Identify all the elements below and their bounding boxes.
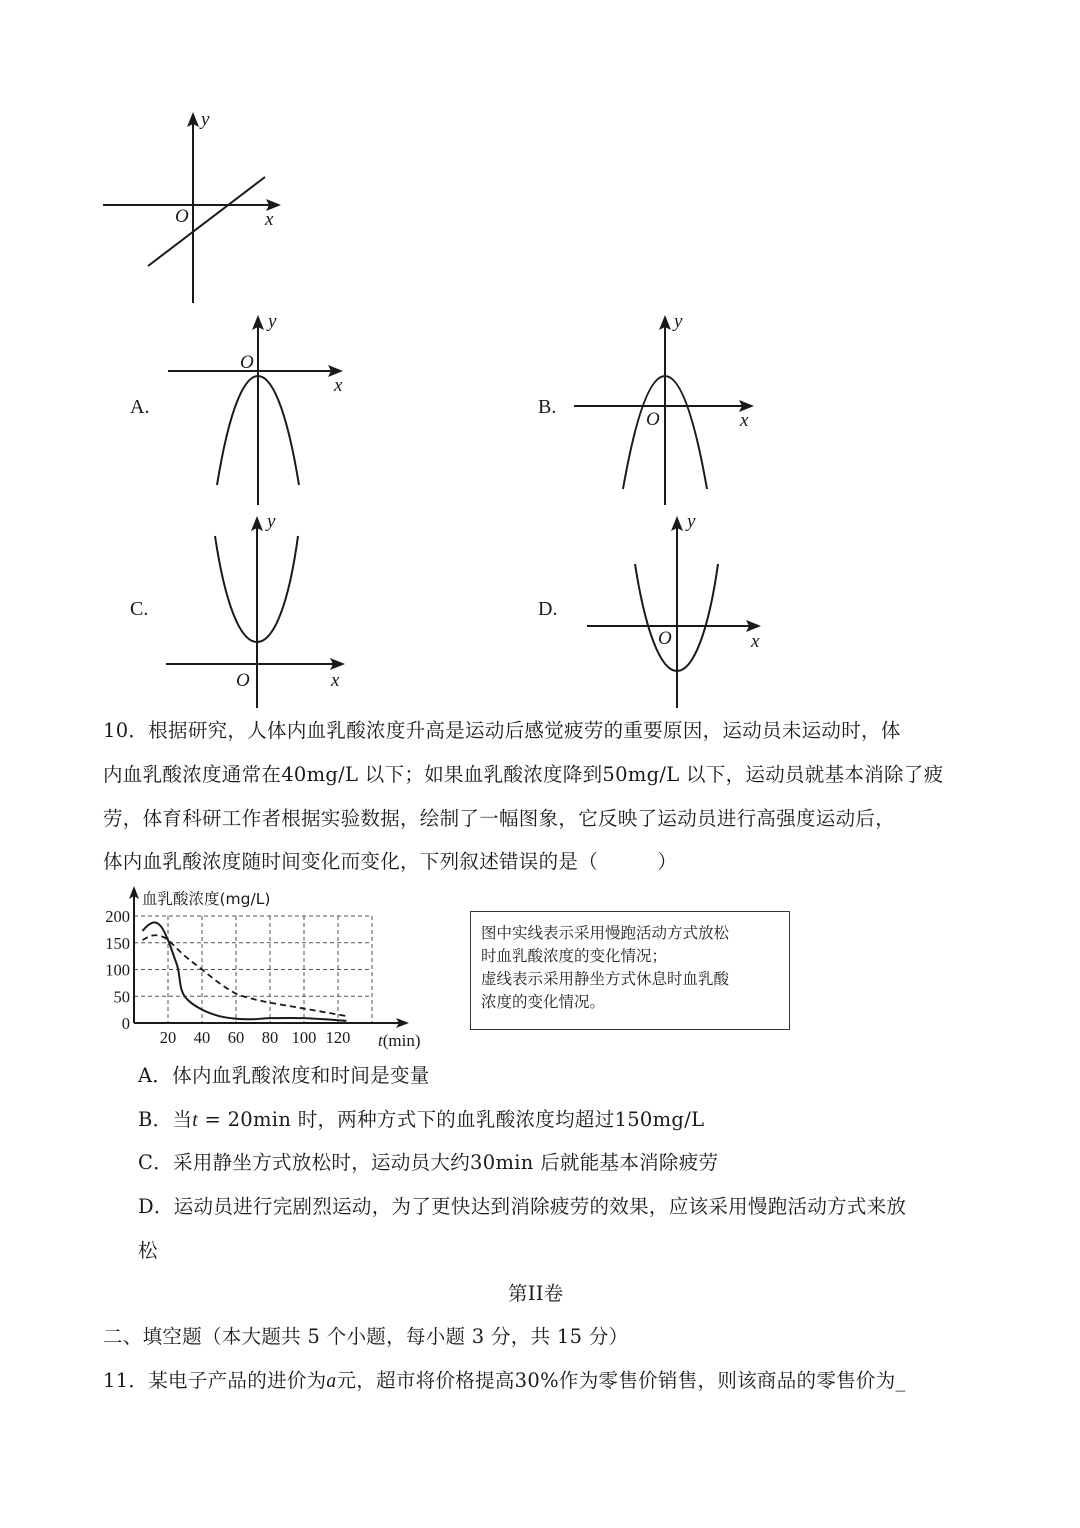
svg-text:20: 20	[159, 1028, 177, 1047]
q10-option-c[interactable]	[138, 1153, 718, 1173]
x-axis-label: x	[331, 670, 340, 691]
chart-y-tick-labels	[105, 907, 130, 1033]
legend-line-1: 图中实线表示采用慢跑活动方式放松	[481, 924, 730, 942]
time-variable: t	[192, 1110, 198, 1131]
option-text-post: = 20min 时，两种方式下的血乳酸浓度均超过150mg/L	[197, 1108, 705, 1131]
q10-option-b[interactable]	[138, 1110, 704, 1131]
option-label: D．	[138, 1195, 174, 1218]
svg-text:50: 50	[113, 987, 130, 1007]
svg-text:120: 120	[325, 1028, 351, 1047]
svg-text:100: 100	[291, 1028, 317, 1047]
option-text-pre: 当	[172, 1108, 193, 1131]
y-axis-label: y	[268, 311, 277, 332]
y-axis-label: y	[267, 511, 276, 532]
x-axis-label: x	[265, 209, 274, 230]
option-text: 采用静坐方式放松时，运动员大约30min 后就能基本消除疲劳	[173, 1151, 719, 1174]
svg-text:40: 40	[193, 1028, 211, 1047]
q11-stem	[103, 1371, 906, 1392]
q10-stem-line-3: 劳，体育科研工作者根据实验数据，绘制了一幅图象，它反映了运动员进行高强度运动后，	[103, 807, 896, 830]
origin-label: O	[175, 206, 189, 227]
q10-stem-line-4: 体内血乳酸浓度随时间变化而变化，下列叙述错误的是（ ）	[103, 850, 678, 873]
svg-text:0: 0	[121, 1014, 130, 1033]
svg-text:100: 100	[105, 960, 130, 980]
lactic-acid-chart	[95, 880, 445, 1055]
svg-text:150: 150	[105, 933, 130, 953]
q9-line-graph	[95, 105, 295, 310]
fill-in-section-heading: 二、填空题（本大题共 5 个小题，每小题 3 分，共 15 分）	[103, 1325, 629, 1348]
chart-y-axis-title: 血乳酸浓度(mg/L)	[142, 890, 271, 908]
svg-text:200: 200	[105, 907, 130, 926]
origin-label: O	[240, 352, 254, 373]
chart-grid	[134, 916, 372, 1023]
option-text: 运动员进行完剧烈运动，为了更快达到消除疲劳的效果，应该采用慢跑活动方式来放	[173, 1195, 907, 1218]
legend-line-2: 时血乳酸浓度的变化情况；	[481, 947, 668, 965]
option-text: 体内血乳酸浓度和时间是变量	[172, 1064, 430, 1087]
q10-stem-line-1: 10．根据研究，人体内血乳酸浓度升高是运动后感觉疲劳的重要原因，运动员未运动时，体	[103, 719, 901, 742]
option-label: A．	[138, 1064, 173, 1087]
q11-text-post: 元，超市将价格提高30%作为零售价销售，则该商品的零售价为_	[336, 1369, 906, 1392]
svg-text:60: 60	[227, 1028, 245, 1047]
price-variable: a	[326, 1371, 337, 1392]
chart-x-tick-labels	[160, 1028, 351, 1047]
option-label: C．	[138, 1151, 174, 1174]
option-label: B．	[138, 1108, 173, 1131]
chart-legend-box	[470, 911, 790, 1030]
y-axis-label: y	[674, 311, 683, 332]
legend-line-3: 虚线表示采用静坐方式休息时血乳酸	[481, 970, 730, 988]
legend-line-4: 浓度的变化情况。	[481, 993, 606, 1011]
option-d-graph[interactable]	[580, 508, 780, 713]
option-a-label[interactable]: A.	[130, 396, 150, 418]
x-axis-label: x	[751, 631, 760, 652]
q11-text-pre: 11．某电子产品的进价为	[103, 1369, 327, 1392]
x-axis-label: x	[334, 375, 343, 396]
origin-label: O	[236, 670, 250, 691]
y-axis-label: y	[687, 511, 696, 532]
svg-text:80: 80	[261, 1028, 279, 1047]
q10-option-a[interactable]	[138, 1066, 430, 1086]
option-b-graph[interactable]	[570, 305, 770, 510]
x-axis-label: x	[740, 410, 749, 431]
option-d-label[interactable]: D.	[538, 598, 558, 620]
option-c-label[interactable]: C.	[130, 598, 149, 620]
option-c-graph[interactable]	[160, 508, 360, 713]
linear-function-line	[148, 177, 265, 266]
origin-label: O	[658, 628, 672, 649]
origin-label: O	[646, 409, 660, 430]
option-b-label[interactable]: B.	[538, 396, 557, 418]
q10-option-d-continued: 松	[138, 1239, 158, 1262]
y-axis-label: y	[201, 109, 210, 130]
volume-title: 第II卷	[508, 1282, 564, 1305]
option-a-graph[interactable]	[160, 305, 360, 510]
q10-stem-line-2: 内血乳酸浓度通常在40mg/L 以下；如果血乳酸浓度降到50mg/L 以下，运动员就基本消除了疲	[103, 763, 944, 786]
chart-x-axis-title: t(min)	[378, 1031, 421, 1050]
q10-option-d[interactable]	[138, 1197, 906, 1217]
resting-series-line	[143, 935, 347, 1016]
jogging-series-line	[143, 922, 347, 1020]
